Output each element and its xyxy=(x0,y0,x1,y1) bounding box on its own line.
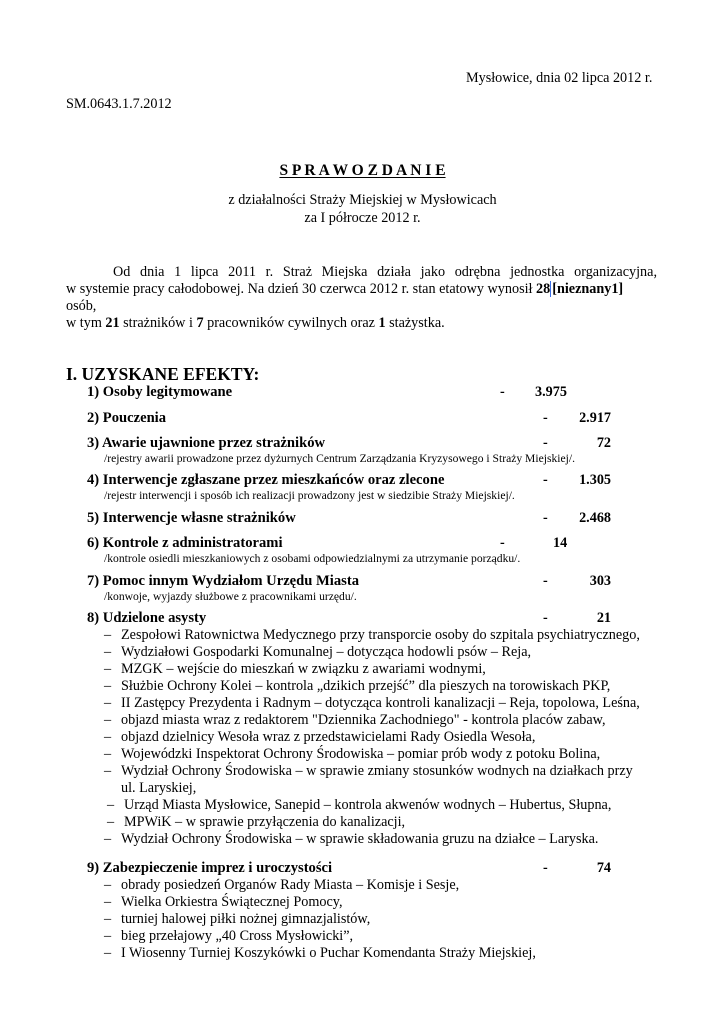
reference-number: SM.0643.1.7.2012 xyxy=(66,96,172,112)
report-title: S P R A W O Z D A N I E xyxy=(279,162,446,179)
list-bullet: ‒ xyxy=(104,627,112,643)
list-item: Służbie Ochrony Kolei – kontrola „dzikich przejść” dla pieszych na torowiskach PKP, xyxy=(121,678,611,694)
list-bullet: ‒ xyxy=(104,894,112,910)
item-dash: - xyxy=(500,384,505,400)
list-bullet: ‒ xyxy=(104,831,112,847)
intro-line-3: osób, xyxy=(66,298,97,314)
item-label: 4) Interwencje zgłaszane przez mieszkańców oraz zlecone xyxy=(87,472,445,488)
item-label: 1) Osoby legitymowane xyxy=(87,384,233,400)
list-item: Zespołowi Ratownictwa Medycznego przy transporcie osoby do szpitala psychiatrycznego, xyxy=(121,627,640,643)
item-note: /konwoje, wyjazdy służbowe z pracownikami urzędu/. xyxy=(104,590,357,603)
item-dash: - xyxy=(543,472,548,488)
item-value: 2.917 xyxy=(579,410,611,426)
item-label: 9) Zabezpieczenie imprez i uroczystości xyxy=(87,860,333,876)
list-bullet: ‒ xyxy=(107,814,115,830)
item-value: 2.468 xyxy=(579,510,611,526)
list-item: bieg przełajowy „40 Cross Mysłowicki”, xyxy=(121,928,354,944)
list-item: I Wiosenny Turniej Koszykówki o Puchar Komendanta Straży Miejskiej, xyxy=(121,945,536,961)
item-label: 5) Interwencje własne strażników xyxy=(87,510,296,526)
intro-text: w tym xyxy=(66,315,106,331)
item-dash: - xyxy=(500,535,505,551)
item-label: 7) Pomoc innym Wydziałom Urzędu Miasta xyxy=(87,573,359,589)
list-bullet: ‒ xyxy=(104,945,112,961)
interns-count: 1 xyxy=(378,315,386,331)
report-period: za I półrocze 2012 r. xyxy=(304,210,421,226)
list-bullet: ‒ xyxy=(104,877,112,893)
list-item: II Zastępcy Prezydenta i Radnym – dotycząca kontroli kanalizacji – Reja, topolowa, Leśna, xyxy=(121,695,640,711)
list-item: Wojewódzki Inspektorat Ochrony Środowiska – pomiar prób wody z potoku Bolina, xyxy=(121,746,601,762)
item-value: 14 xyxy=(553,535,568,551)
item-value: 21 xyxy=(596,610,611,626)
list-item: MPWiK – w sprawie przyłączenia do kanalizacji, xyxy=(124,814,406,830)
item-label: 2) Pouczenia xyxy=(87,410,167,426)
staff-total: 28 xyxy=(536,281,551,297)
list-item: MZGK – wejście do mieszkań w związku z awariami wodnymi, xyxy=(121,661,486,677)
report-subtitle: z działalności Straży Miejskiej w Mysłowicach xyxy=(228,192,497,208)
item-dash: - xyxy=(543,410,548,426)
list-item: objazd miasta wraz z redaktorem "Dziennika Zachodniego" - kontrola placów zabaw, xyxy=(121,712,606,728)
intro-text: w systemie pracy całodobowej. Na dzień 30 czerwca 2012 r. stan etatowy wynosił xyxy=(66,281,537,297)
item-dash: - xyxy=(543,435,548,451)
list-item: Urząd Miasta Mysłowice, Sanepid – kontrola akwenów wodnych – Hubertus, Słupna, xyxy=(124,797,612,813)
list-item: objazd dzielnicy Wesoła wraz z przedstawicielami Rady Osiedla Wesoła, xyxy=(121,729,536,745)
list-item: Wydział Ochrony Środowiska – w sprawie zmiany stosunków wodnych na działkach przy xyxy=(121,763,633,779)
civilians-count: 7 xyxy=(196,315,204,331)
list-bullet: ‒ xyxy=(104,678,112,694)
list-bullet: ‒ xyxy=(104,644,112,660)
place-date: Mysłowice, dnia 02 lipca 2012 r. xyxy=(466,70,653,86)
item-value: 303 xyxy=(589,573,611,589)
list-bullet: ‒ xyxy=(104,746,112,762)
unknown-tag: [nieznany1] xyxy=(552,281,624,297)
item-value: 72 xyxy=(596,435,611,451)
intro-text: strażników i xyxy=(119,315,197,331)
intro-line-2 xyxy=(66,281,623,298)
list-bullet: ‒ xyxy=(104,661,112,677)
list-item: Wydziałowi Gospodarki Komunalnej – dotycząca hodowli psów – Reja, xyxy=(121,644,532,660)
list-item: obrady posiedzeń Organów Rady Miasta – Komisje i Sesje, xyxy=(121,877,460,893)
list-item: Wielka Orkiestra Świątecznej Pomocy, xyxy=(121,894,343,910)
item-note: /rejestry awarii prowadzone przez dyżurnych Centrum Zarządzania Kryzysowego i Straży Miejskiej/. xyxy=(104,452,575,465)
list-item: turniej halowej piłki nożnej gimnazjalistów, xyxy=(121,911,371,927)
item-value: 74 xyxy=(596,860,611,876)
item-dash: - xyxy=(543,510,548,526)
intro-text: pracowników cywilnych oraz xyxy=(203,315,379,331)
list-bullet: ‒ xyxy=(104,928,112,944)
item-dash: - xyxy=(543,610,548,626)
item-label: 6) Kontrole z administratorami xyxy=(87,535,283,551)
list-bullet: ‒ xyxy=(104,763,112,779)
section-title: I. UZYSKANE EFEKTY: xyxy=(66,364,260,384)
list-bullet: ‒ xyxy=(107,797,115,813)
item-value: 3.975 xyxy=(535,384,567,400)
intro-line-1: Od dnia 1 lipca 2011 r. Straż Miejska działa jako odrębna jednostka organizacyjna, xyxy=(113,264,657,280)
list-bullet: ‒ xyxy=(104,729,112,745)
intro-line-4 xyxy=(66,315,445,332)
list-bullet: ‒ xyxy=(104,695,112,711)
item-label: 8) Udzielone asysty xyxy=(87,610,207,626)
guards-count: 21 xyxy=(105,315,120,331)
item-dash: - xyxy=(543,860,548,876)
item-note: /rejestr interwencji i sposób ich realizacji prowadzony jest w siedzibie Straży Miejskiej/. xyxy=(104,489,515,502)
list-item: Wydział Ochrony Środowiska – w sprawie składowania gruzu na działce – Laryska. xyxy=(121,831,599,847)
item-label: 3) Awarie ujawnione przez strażników xyxy=(87,435,326,451)
list-bullet: ‒ xyxy=(104,911,112,927)
item-note: /kontrole osiedli mieszkaniowych z osobami odpowiedzialnymi za utrzymanie porządku/. xyxy=(104,552,521,565)
item-value: 1.305 xyxy=(579,472,611,488)
intro-text: stażystka. xyxy=(385,315,445,331)
item-dash: - xyxy=(543,573,548,589)
list-item-continuation: ul. Laryskiej, xyxy=(121,780,197,796)
list-bullet: ‒ xyxy=(104,712,112,728)
